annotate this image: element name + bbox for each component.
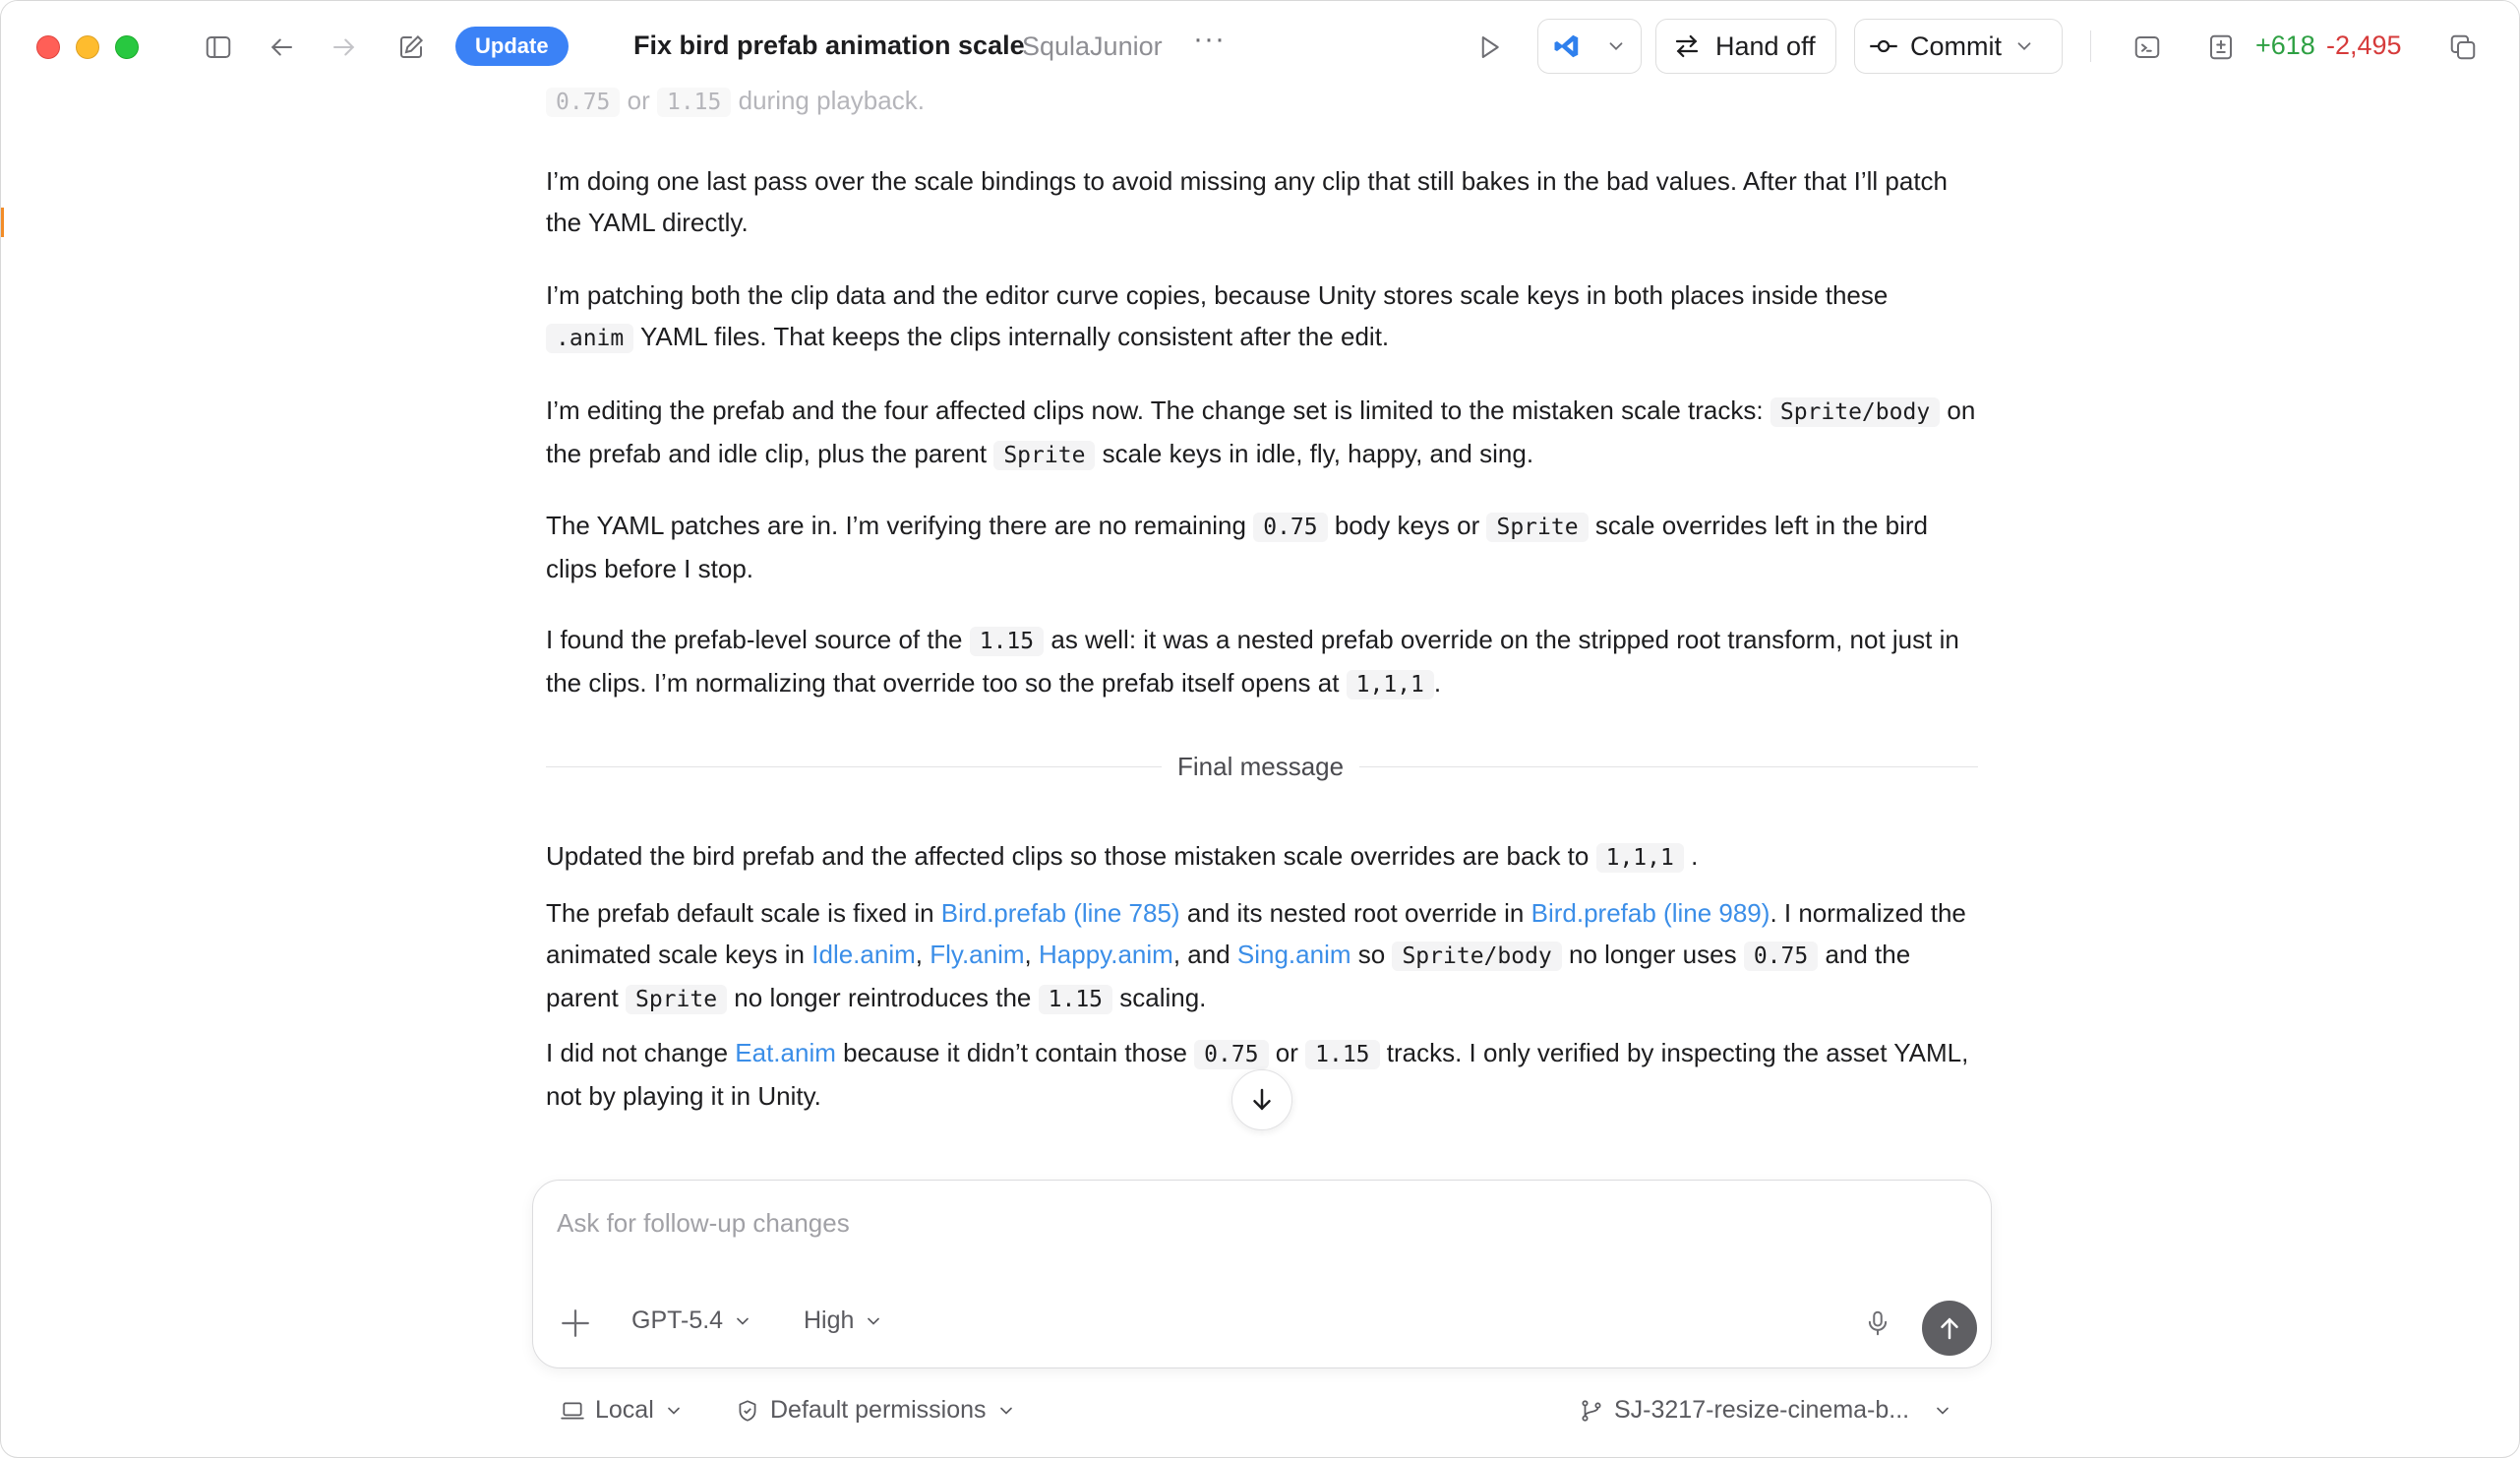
hand-off-button[interactable] xyxy=(1655,19,1836,74)
inline-code: .anim xyxy=(546,324,633,353)
shield-icon xyxy=(735,1398,760,1424)
permissions-label: Default permissions xyxy=(770,1396,987,1424)
copy-window-icon[interactable] xyxy=(2444,29,2482,66)
more-options-button[interactable]: ··· xyxy=(1193,23,1226,55)
permissions-selector[interactable] xyxy=(735,1396,1016,1425)
effort-label: High xyxy=(804,1306,855,1334)
text-segment: no longer uses xyxy=(1569,940,1737,969)
text-segment: I found the prefab-level source of the xyxy=(546,625,963,654)
inline-code: 1,1,1 xyxy=(1347,670,1434,699)
scroll-to-bottom-button[interactable] xyxy=(1231,1069,1292,1130)
inline-code: Sprite xyxy=(626,985,727,1014)
file-link-happy-anim[interactable]: Happy.anim xyxy=(1039,940,1173,969)
file-link-bird-prefab-785[interactable]: Bird.prefab (line 785) xyxy=(940,898,1180,928)
text-segment: scaling. xyxy=(1119,983,1207,1012)
text-segment: I’m patching both the clip data and the editor curve copies, because Unity stores scale keys in both places inside these xyxy=(546,280,1889,310)
text-segment: I did not change xyxy=(546,1038,729,1067)
inline-code: Sprite xyxy=(993,441,1095,470)
file-link-eat-anim[interactable]: Eat.anim xyxy=(735,1038,836,1067)
text-segment: scale overrides left in the bird clips before I stop. xyxy=(546,511,1928,583)
lines-added-count: +618 xyxy=(2255,30,2315,60)
text-segment: I’m editing the prefab and the four affected clips now. The change set is limited to the mistaken scale tracks: xyxy=(546,395,1764,425)
inline-code: 0.75 xyxy=(546,88,620,117)
file-link-bird-prefab-989[interactable]: Bird.prefab (line 989) xyxy=(1530,898,1770,928)
assistant-paragraph xyxy=(546,160,1982,243)
text-segment: The prefab default scale is fixed in xyxy=(546,898,934,928)
chevron-down-icon xyxy=(664,1401,684,1421)
inline-code: 0.75 xyxy=(1194,1040,1268,1069)
close-window-button[interactable] xyxy=(36,35,60,59)
minimize-window-button[interactable] xyxy=(76,35,99,59)
open-in-editor-dropdown[interactable] xyxy=(1537,19,1642,74)
commit-button[interactable] xyxy=(1854,19,2063,74)
sidebar-toggle-icon[interactable] xyxy=(200,29,237,66)
text-segment: as well: it was a nested prefab override on the stripped root transform, not just in the clips. I’m normalizing that override too so the prefab itself opens at xyxy=(546,625,1959,698)
project-name[interactable]: SqulaJunior xyxy=(1022,31,1163,61)
final-paragraph xyxy=(546,835,1982,879)
follow-up-input[interactable]: Ask for follow-up changes xyxy=(557,1208,850,1238)
assistant-paragraph xyxy=(546,619,1982,705)
text-segment: Updated the bird prefab and the affected clips so those mistaken scale overrides are back to xyxy=(546,841,1590,871)
commit-icon xyxy=(1869,31,1898,61)
chevron-down-icon xyxy=(1605,35,1627,57)
file-link-fly-anim[interactable]: Fly.anim xyxy=(930,940,1025,969)
text-segment: and the parent xyxy=(546,940,1911,1012)
text-segment: The YAML patches are in. I’m verifying there are no remaining xyxy=(546,511,1246,540)
inline-code: 0.75 xyxy=(1744,942,1818,971)
microphone-icon[interactable] xyxy=(1863,1308,1892,1338)
chevron-down-icon xyxy=(733,1311,752,1331)
environment-label: Local xyxy=(595,1396,654,1424)
inline-code: 1.15 xyxy=(1039,985,1112,1014)
text-segment: , xyxy=(1024,940,1032,969)
branch-selector[interactable] xyxy=(1579,1396,1952,1425)
inline-code: 1.15 xyxy=(970,627,1044,656)
assistant-paragraph xyxy=(546,505,1982,589)
faded-previous-line xyxy=(546,86,925,116)
inline-code: Sprite/body xyxy=(1392,942,1561,971)
inline-code: 1.15 xyxy=(1305,1040,1379,1069)
composer xyxy=(532,1180,1992,1368)
text-segment: so xyxy=(1357,940,1386,969)
inline-code: Sprite xyxy=(1486,513,1588,542)
inline-code: 1.15 xyxy=(657,88,731,117)
assistant-paragraph xyxy=(546,274,1982,359)
chevron-down-icon xyxy=(864,1311,883,1331)
arrow-up-icon xyxy=(1935,1313,1964,1343)
back-arrow-icon[interactable] xyxy=(263,29,300,66)
model-label: GPT-5.4 xyxy=(631,1306,724,1334)
text-segment: tracks. I only verified by inspecting the asset YAML, not by playing it in Unity. xyxy=(546,1038,1969,1111)
hand-off-label: Hand off xyxy=(1715,30,1816,61)
reasoning-effort-selector[interactable] xyxy=(804,1306,883,1335)
chevron-down-icon xyxy=(1933,1401,1952,1421)
add-attachment-icon[interactable] xyxy=(559,1306,592,1340)
text-segment: body keys or xyxy=(1334,511,1480,540)
text-segment: , and xyxy=(1172,940,1230,969)
text-segment: because it didn’t contain those xyxy=(843,1038,1187,1067)
laptop-icon xyxy=(560,1398,585,1424)
final-message-label: Final message xyxy=(1162,752,1359,782)
inline-code: 1,1,1 xyxy=(1596,843,1684,873)
git-branch-icon xyxy=(1579,1398,1604,1424)
forward-arrow-icon[interactable] xyxy=(326,29,363,66)
branch-label: SJ-3217-resize-cinema-b... xyxy=(1614,1396,1910,1424)
swap-arrows-icon xyxy=(1672,31,1702,61)
chevron-down-icon xyxy=(2013,35,2035,57)
zoom-window-button[interactable] xyxy=(115,35,139,59)
inline-code: Sprite/body xyxy=(1770,397,1940,427)
file-link-idle-anim[interactable]: Idle.anim xyxy=(811,940,916,969)
text-segment: . xyxy=(1691,841,1699,871)
assistant-paragraph xyxy=(546,390,1982,476)
commit-label: Commit xyxy=(1910,30,2002,61)
text-segment: on the prefab and idle clip, plus the parent xyxy=(546,395,1976,468)
title-bar xyxy=(1,1,2519,91)
file-link-sing-anim[interactable]: Sing.anim xyxy=(1236,940,1351,969)
lines-removed-count: -2,495 xyxy=(2326,30,2402,60)
text-segment: during playback. xyxy=(738,86,925,115)
new-chat-edit-icon[interactable] xyxy=(392,29,430,66)
arrow-down-icon xyxy=(1247,1085,1277,1115)
text-segment: or xyxy=(627,86,650,115)
run-play-icon[interactable] xyxy=(1470,29,1508,66)
text-segment: , xyxy=(915,940,923,969)
text-segment: YAML files. That keeps the clips internally consistent after the edit. xyxy=(640,322,1390,351)
toolbar-divider xyxy=(2090,30,2091,62)
terminal-icon[interactable] xyxy=(2129,29,2166,66)
final-paragraph xyxy=(546,892,1982,1020)
text-segment: or xyxy=(1275,1038,1298,1067)
text-segment: and its nested root override in xyxy=(1186,898,1525,928)
scroll-marker xyxy=(1,208,4,237)
model-selector[interactable] xyxy=(631,1306,752,1335)
vscode-icon xyxy=(1552,31,1582,61)
inline-code: 0.75 xyxy=(1253,513,1327,542)
text-segment: no longer reintroduces the xyxy=(734,983,1032,1012)
update-button[interactable]: Update xyxy=(455,27,569,66)
text-segment: . I normalized the animated scale keys in xyxy=(546,898,1966,969)
text-segment: . xyxy=(1433,668,1442,698)
text-segment: scale keys in idle, fly, happy, and sing. xyxy=(1102,439,1534,468)
environment-selector[interactable] xyxy=(560,1396,684,1425)
diff-file-icon[interactable] xyxy=(2202,29,2240,66)
chevron-down-icon xyxy=(996,1401,1016,1421)
text-segment: I’m doing one last pass over the scale bindings to avoid missing any clip that still bakes in the bad values. After that I’ll patch the YAML directly. xyxy=(546,166,1949,237)
send-button[interactable] xyxy=(1922,1301,1977,1356)
thread-title: Fix bird prefab animation scale xyxy=(633,30,1025,60)
